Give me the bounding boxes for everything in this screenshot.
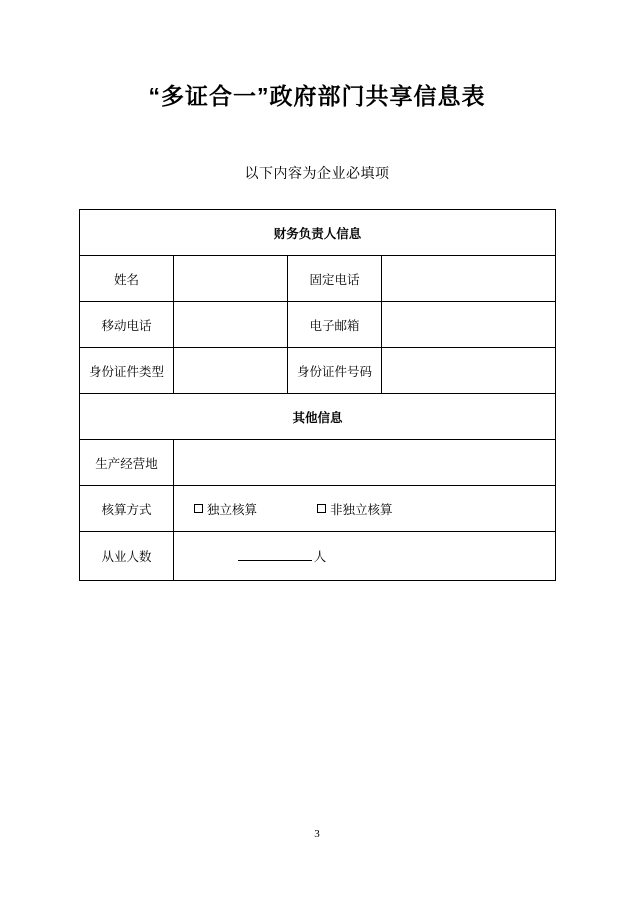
field-value-id-type[interactable] — [174, 348, 288, 394]
table-row — [80, 440, 556, 486]
page-title: “多证合一”政府部门共享信息表 — [148, 83, 486, 109]
employee-count-blank[interactable] — [238, 548, 312, 561]
checkbox-icon[interactable] — [194, 504, 203, 513]
checkbox-label-independent: 独立核算 — [207, 502, 258, 517]
accounting-method-options — [180, 500, 549, 518]
field-value-business-site[interactable] — [174, 440, 556, 486]
field-label-id-type: 身份证件类型 — [80, 348, 174, 394]
section-header-row — [80, 210, 556, 256]
field-label-employee-count: 从业人数 — [80, 532, 174, 581]
shared-information-form-table — [79, 209, 556, 581]
field-label-landline: 固定电话 — [288, 256, 382, 302]
field-value-accounting-method — [174, 486, 556, 532]
field-value-mobile[interactable] — [174, 302, 288, 348]
checkbox-non-independent-accounting[interactable] — [317, 500, 393, 518]
field-label-name: 姓名 — [80, 256, 174, 302]
section-heading-finance: 财务负责人信息 — [80, 210, 556, 256]
checkbox-independent-accounting[interactable] — [194, 500, 257, 518]
field-value-id-number[interactable] — [382, 348, 556, 394]
table-row — [80, 486, 556, 532]
field-label-business-site: 生产经营地 — [80, 440, 174, 486]
field-label-accounting-method: 核算方式 — [80, 486, 174, 532]
section-header-row — [80, 394, 556, 440]
employee-count-unit: 人 — [313, 550, 327, 564]
employee-count-entry — [180, 532, 549, 580]
table-row — [80, 348, 556, 394]
table-row — [80, 256, 556, 302]
form-table-container — [0, 183, 634, 581]
field-value-email[interactable] — [382, 302, 556, 348]
field-value-employee-count — [174, 532, 556, 581]
field-label-id-number: 身份证件号码 — [288, 348, 382, 394]
field-label-email: 电子邮箱 — [288, 302, 382, 348]
table-row — [80, 302, 556, 348]
checkbox-label-non-independent: 非独立核算 — [330, 502, 393, 517]
field-value-landline[interactable] — [382, 256, 556, 302]
field-label-mobile: 移动电话 — [80, 302, 174, 348]
section-heading-other: 其他信息 — [80, 394, 556, 440]
document-subtitle: 以下内容为企业必填项 — [244, 167, 390, 182]
page-number: 3 — [314, 828, 320, 840]
checkbox-icon[interactable] — [317, 504, 326, 513]
field-value-name[interactable] — [174, 256, 288, 302]
table-row — [80, 532, 556, 581]
